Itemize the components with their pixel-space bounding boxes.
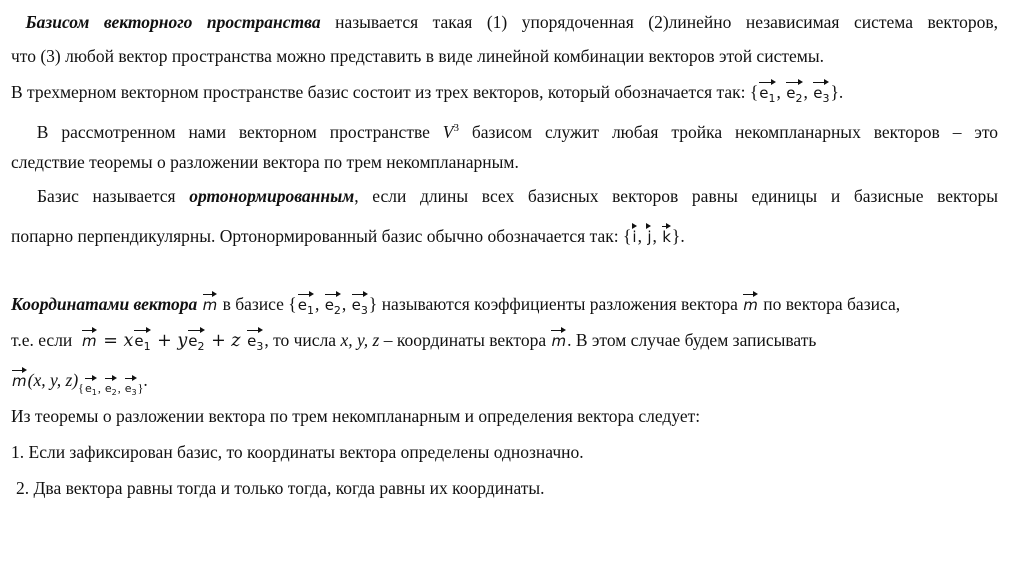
p5-item-2-text: 2. Два вектора равны тогда и только тогда, когда равны их координаты. (16, 478, 545, 498)
p3-line-1 (37, 184, 998, 208)
vector-e1: $e_1$ (758, 81, 776, 111)
p2-line-1-text-b: базисом служит любая тройка некомпланарных векторов – это (458, 121, 999, 142)
p5-item-1 (11, 440, 998, 464)
vector-e3: $e_3$ (246, 329, 264, 359)
space-v-exponent: 3 (453, 122, 459, 134)
p1-line-2 (11, 44, 998, 68)
p4-line-1: Координатами вектора m в базисе {$e_1$, $e_2$, $e_3$} называются коэффициенты разложения вектора m по вектора базиса, (11, 292, 998, 323)
vector-e3: $e_3$ (812, 81, 830, 111)
vector-m: m (11, 369, 28, 393)
p4-line-2 (11, 328, 998, 359)
p1-line-3-text: В трехмерном векторном пространстве базис состоит из трех векторов, который обозначается так: (11, 82, 750, 102)
p4-line-2-text-d: . В этом случае будем записывать (567, 330, 817, 350)
p2-line-1 (11, 116, 998, 144)
vector-k: k (661, 225, 672, 249)
p5-item-2 (16, 476, 998, 500)
vector-e1: $e_1$ (297, 293, 315, 323)
vector-m: m (81, 329, 98, 353)
p4-line-2-text-b: , то числа (264, 330, 341, 350)
vector-e2: $e_2$ (324, 293, 342, 323)
vector-e1: $e_1$ (133, 329, 151, 359)
formula-expansion: $m = xe_1 + ye_2 + z$ $e_3$ (81, 331, 264, 351)
vector-m: m (742, 293, 759, 317)
p4-line-3: m(x, y, $z)_{\{e_1, e_2, e_3\}}$. (11, 368, 998, 405)
coords-xyz: x, y, z (340, 330, 380, 350)
space-v: V (442, 121, 454, 142)
term-orthonormal: ортонормированным (189, 186, 355, 206)
p2-line-2 (11, 150, 998, 174)
vector-m: m (202, 293, 219, 317)
vector-e2: $e_2$ (785, 81, 803, 111)
p2-line-1-text-a: В рассмотренном нами векторном пространстве (36, 121, 443, 142)
coords-notation: (x, y, z) (27, 370, 79, 390)
p4-line-2-text-a: т.е. если (11, 330, 77, 350)
term-basis: Базисом векторного пространства (25, 12, 321, 32)
p4-line-1-text-c: по вектора базиса, (758, 294, 901, 314)
vector-e2: $e_2$ (104, 377, 118, 405)
vector-i: i (631, 225, 637, 249)
vector-m: m (550, 329, 567, 353)
vector-e3: $e_3$ (351, 293, 369, 323)
p5-intro-text: Из теоремы о разложении вектора по трем некомпланарным и определения вектора следует: (11, 406, 701, 426)
p3-line-2-text: попарно перпендикулярны. Ортонормированный базис обычно обозначается так: (11, 226, 623, 246)
vector-e1: $e_1$ (84, 377, 98, 405)
p1-line-3: В трехмерном векторном пространстве базис состоит из трех векторов, который обозначается так: {$e_1$, $e_2$, $e_3$}. (11, 80, 998, 111)
vector-j: j (646, 225, 652, 249)
basis-subscript: {e1, e2, e3} (78, 381, 143, 395)
vector-e2: $e_2$ (187, 329, 205, 359)
vector-e3: $e_3$ (124, 377, 138, 405)
p1-line-1-text: называется такая (1) упорядоченная (2)линейно независимая система векторов, (320, 12, 998, 32)
p2-line-2-text: следствие теоремы о разложении вектора по трем некомпланарным. (11, 152, 519, 172)
p4-line-1-text-b: называются коэффициенты разложения вектора (377, 294, 743, 314)
p5-item-1-text: 1. Если зафиксирован базис, то координаты вектора определены однозначно. (11, 442, 584, 462)
p4-line-1-text-a: в базисе (218, 294, 289, 314)
p3-line-1-text-b: , если длины всех базисных векторов равны единицы и базисные векторы (354, 186, 998, 206)
p4-line-2-text-c: – координаты вектора (379, 330, 551, 350)
p1-line-1 (11, 10, 998, 34)
p3-line-1-text-a: Базис называется (37, 186, 190, 206)
p3-line-2: попарно перпендикулярны. Ортонормированный базис обычно обозначается так: {i, j, k}. (11, 224, 998, 249)
p5-intro (11, 404, 998, 428)
term-coordinates: Координатами вектора (11, 294, 202, 314)
p1-line-2-text: что (3) любой вектор пространства можно представить в виде линейной комбинации векторов этой системы. (11, 46, 824, 66)
